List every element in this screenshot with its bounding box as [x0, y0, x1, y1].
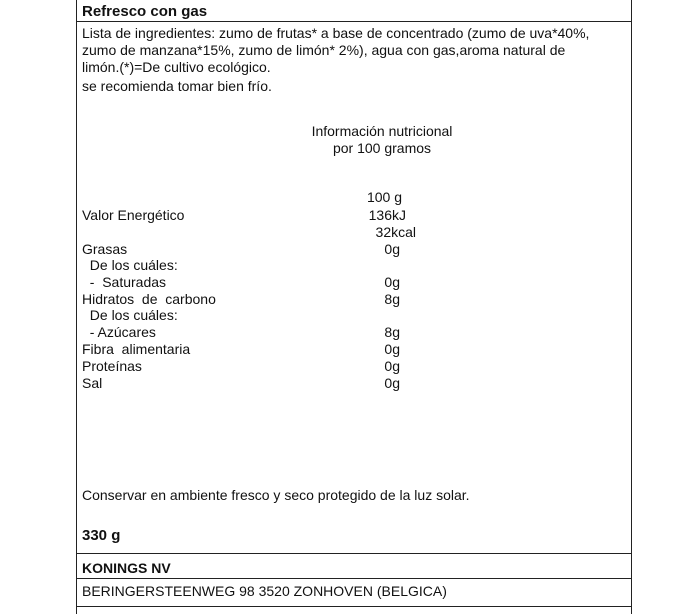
recommendation-text: se recomienda tomar bien frío.	[82, 78, 272, 94]
nutrition-row-value: 0g	[384, 375, 400, 391]
nutrition-row-value: 0g	[384, 274, 400, 290]
title-divider	[76, 21, 632, 22]
ingredients-line-3: limón.(*)=De cultivo ecológico.	[82, 59, 271, 75]
company-name: KONINGS NV	[82, 560, 171, 576]
nutrition-subheading: por 100 gramos	[332, 140, 432, 156]
ingredients-line-1: Lista de ingredientes: zumo de frutas* a base de concentrado (zumo de uva*40%,	[82, 25, 590, 41]
company-divider	[76, 578, 632, 579]
storage-instructions: Conservar en ambiente fresco y seco protegido de la luz solar.	[82, 487, 470, 503]
nutrition-row-value: 8g	[384, 324, 400, 340]
nutrition-row-label: - Azúcares	[82, 324, 156, 340]
nutrition-row-label: Valor Energético	[82, 207, 185, 223]
nutrition-row-label: - Saturadas	[82, 274, 167, 290]
nutrition-row-label: De los cuáles:	[82, 307, 178, 323]
nutrition-row-value: 8g	[384, 291, 400, 307]
nutrition-row-value: 0g	[384, 341, 400, 357]
nutrition-row-label: Sal	[82, 375, 103, 391]
nutrition-row-value: 32kcal	[375, 224, 416, 240]
nutrition-row-label: Proteínas	[82, 358, 142, 374]
nutrition-row-label: Fibra alimentaria	[82, 341, 191, 357]
nutrition-row-value: 0g	[384, 358, 400, 374]
nutrition-heading: Información nutricional	[311, 123, 453, 139]
nutrition-row-label: Grasas	[82, 241, 128, 257]
nutrition-column-header: 100 g	[366, 189, 402, 205]
weight-divider	[76, 553, 632, 554]
nutrition-row-label: Hidratos de carbono	[82, 291, 216, 307]
company-address: BERINGERSTEENWEG 98 3520 ZONHOVEN (BELGICA)	[82, 583, 447, 599]
nutrition-row-value: 136kJ	[368, 207, 406, 223]
product-title: Refresco con gas	[82, 3, 208, 20]
net-weight: 330 g	[82, 527, 121, 544]
nutrition-row-label: De los cuáles:	[82, 257, 178, 273]
bottom-border	[76, 606, 632, 607]
ingredients-line-2: zumo de manzana*15%, zumo de limón* 2%), agua con gas,aroma natural de	[82, 42, 566, 58]
nutrition-row-value: 0g	[384, 241, 400, 257]
